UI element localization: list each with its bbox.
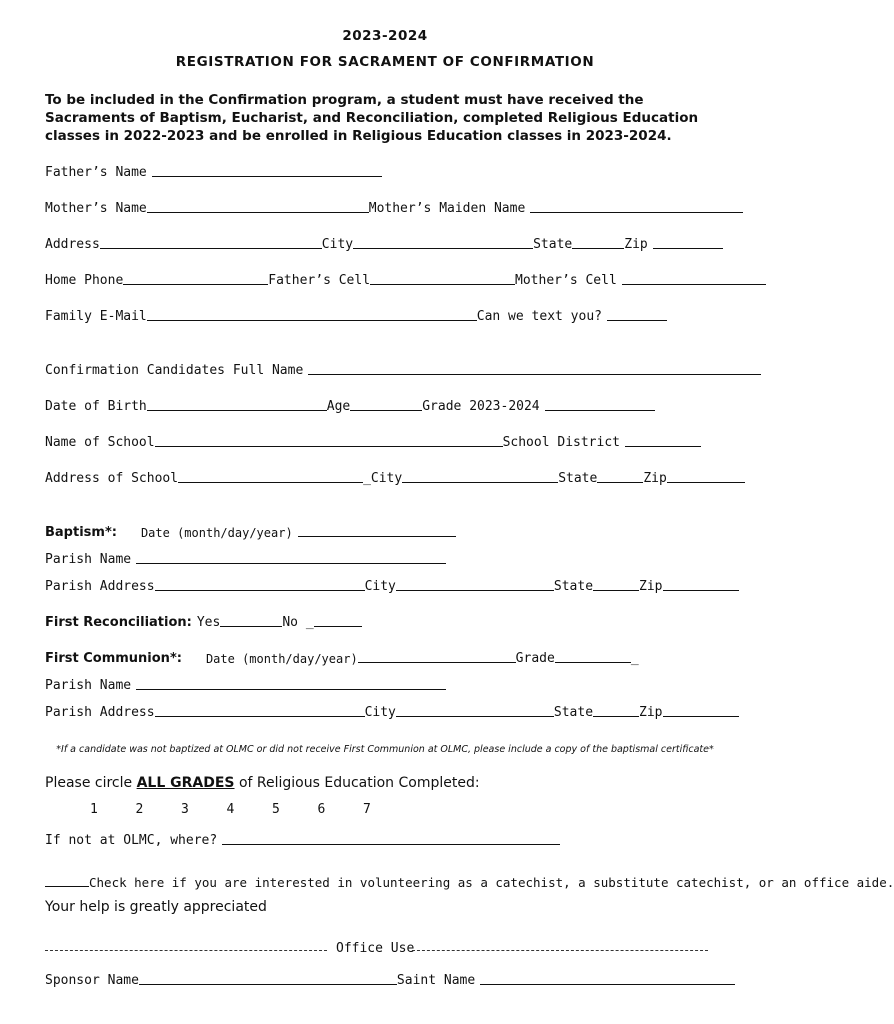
address-field[interactable] (100, 234, 322, 249)
city-field[interactable] (353, 234, 533, 249)
dob-label: Date of Birth (45, 399, 147, 414)
age-label: Age (326, 399, 351, 414)
communion-grade-trail: _ (630, 651, 639, 666)
volunteer-thanks: Your help is greatly appreciated (45, 899, 267, 915)
candidate-name-label: Confirmation Candidates Full Name (45, 363, 304, 378)
communion-grade-label: Grade (515, 651, 555, 666)
baptism-parish-name-label: Parish Name (45, 552, 132, 567)
phone-row (45, 268, 735, 288)
state-label: State (533, 237, 573, 252)
communion-row (45, 646, 735, 666)
fathers-cell-field[interactable] (370, 270, 515, 285)
certificate-note: *If a candidate was not baptized at OLMC or did not receive First Communion at OLMC, please include a copy of the baptismal certificate* (56, 744, 714, 755)
school-row (45, 430, 735, 450)
saint-name-label: Saint Name (396, 973, 476, 988)
fathers-name-field[interactable] (152, 162, 382, 177)
baptism-state-field[interactable] (593, 576, 639, 591)
baptism-zip-label: Zip (639, 579, 663, 594)
grade-option-2[interactable]: 2 (135, 802, 144, 817)
intro-paragraph: To be included in the Confirmation program, a student must have received the Sacraments of Baptism, Eucharist, and Reconciliation, completed Religious Education classes in 2022-2023 and be enrolled in Religious Education classes in 2023-2024. (45, 92, 699, 144)
home-phone-label: Home Phone (45, 273, 124, 288)
sponsor-name-label: Sponsor Name (45, 973, 139, 988)
reconciliation-no-field[interactable] (314, 612, 362, 627)
saint-name-field[interactable] (480, 970, 735, 985)
baptism-parish-address-field[interactable] (155, 576, 365, 591)
volunteer-row (45, 870, 894, 890)
candidate-name-field[interactable] (308, 360, 761, 375)
can-text-field[interactable] (607, 306, 667, 321)
baptism-date-field[interactable] (298, 522, 456, 537)
grade-option-1[interactable]: 1 (90, 802, 98, 817)
communion-parish-name-row (45, 673, 735, 693)
grade-option-5[interactable]: 5 (272, 802, 280, 817)
communion-parish-name-field[interactable] (136, 675, 446, 690)
sponsor-name-field[interactable] (139, 970, 397, 985)
dob-row (45, 394, 735, 414)
grade-option-7[interactable]: 7 (363, 802, 371, 817)
school-district-field[interactable] (625, 432, 701, 447)
communion-parish-address-label: Parish Address (45, 705, 155, 720)
home-phone-field[interactable] (123, 270, 268, 285)
school-state-field[interactable] (597, 468, 643, 483)
communion-date-label: Date (month/day/year) (205, 652, 358, 666)
mothers-cell-label: Mother’s Cell (515, 273, 617, 288)
dob-field[interactable] (147, 396, 327, 411)
office-divider-right (412, 950, 708, 952)
baptism-row (45, 520, 735, 540)
school-address-field[interactable] (178, 468, 363, 483)
address-row (45, 232, 735, 252)
reconciliation-yes-label: Yes (196, 615, 221, 630)
school-state-label: State (558, 471, 598, 486)
reconciliation-heading: First Reconciliation: (45, 615, 192, 630)
communion-city-label: City (364, 705, 396, 720)
communion-state-label: State (553, 705, 594, 720)
city-label: City (321, 237, 354, 252)
communion-parish-name-label: Parish Name (45, 678, 132, 693)
reconciliation-no-label: No _ (282, 615, 314, 630)
communion-zip-label: Zip (639, 705, 663, 720)
office-use-label: Office Use (336, 941, 415, 956)
email-row (45, 304, 735, 324)
grades-prompt (45, 775, 480, 791)
school-address-row (45, 466, 735, 486)
volunteer-check-field[interactable] (45, 872, 89, 887)
baptism-parish-name-field[interactable] (136, 549, 446, 564)
zip-label: Zip (624, 237, 648, 252)
grade-label: Grade 2023-2024 (422, 399, 540, 414)
grade-option-6[interactable]: 6 (317, 802, 326, 817)
baptism-heading: Baptism*: (45, 525, 117, 540)
school-name-label: Name of School (45, 435, 155, 450)
grade-field[interactable] (545, 396, 655, 411)
school-zip-field[interactable] (667, 468, 745, 483)
family-email-field[interactable] (147, 306, 477, 321)
grades-prompt-suffix: of Religious Education Completed: (234, 775, 480, 791)
grade-option-3[interactable]: 3 (181, 802, 189, 817)
grades-prompt-prefix: Please circle (45, 775, 137, 791)
fathers-name-label: Father’s Name (45, 165, 147, 180)
baptism-zip-field[interactable] (663, 576, 739, 591)
mothers-cell-field[interactable] (622, 270, 766, 285)
communion-state-field[interactable] (593, 702, 639, 717)
candidate-name-row (45, 358, 735, 378)
school-address-label: Address of School (45, 471, 179, 486)
fathers-name-row (45, 160, 735, 180)
communion-parish-address-row (45, 700, 735, 720)
state-field[interactable] (572, 234, 624, 249)
office-divider-left (45, 950, 327, 952)
communion-zip-field[interactable] (663, 702, 739, 717)
school-name-field[interactable] (155, 432, 503, 447)
grade-option-4[interactable]: 4 (226, 802, 235, 817)
zip-field[interactable] (653, 234, 723, 249)
family-email-label: Family E-Mail (45, 309, 147, 324)
address-label: Address (45, 237, 100, 252)
baptism-date-label: Date (month/day/year) (140, 526, 293, 540)
grades-prompt-emphasis: ALL GRADES (136, 775, 235, 791)
not-at-olmc-field[interactable] (222, 830, 560, 845)
baptism-city-field[interactable] (396, 576, 554, 591)
school-city-label: _City (363, 471, 403, 486)
mothers-maiden-name-field[interactable] (530, 198, 743, 213)
baptism-parish-name-row (45, 547, 735, 567)
age-field[interactable] (350, 396, 422, 411)
baptism-city-label: City (364, 579, 396, 594)
mothers-name-row (45, 196, 735, 216)
form-year: 2023-2024 (342, 28, 428, 44)
grade-options (90, 802, 409, 817)
communion-heading: First Communion*: (45, 651, 182, 666)
reconciliation-yes-field[interactable] (220, 612, 282, 627)
communion-grade-field[interactable] (555, 648, 631, 663)
form-title: REGISTRATION FOR SACRAMENT OF CONFIRMATION (175, 54, 595, 70)
sponsor-row (45, 968, 735, 988)
not-at-olmc-row (45, 828, 735, 848)
school-zip-label: Zip (643, 471, 667, 486)
school-district-label: School District (502, 435, 620, 450)
reconciliation-row (45, 610, 735, 630)
school-city-field[interactable] (402, 468, 558, 483)
volunteer-check-label: Check here if you are interested in volunteering as a catechist, a substitute catechist, or an office aide. (89, 875, 894, 890)
communion-parish-address-field[interactable] (155, 702, 365, 717)
baptism-state-label: State (553, 579, 594, 594)
not-at-olmc-label: If not at OLMC, where? (45, 833, 218, 848)
can-text-label: Can we text you? (476, 309, 602, 324)
mothers-maiden-name-label: Mother’s Maiden Name (368, 201, 526, 216)
fathers-cell-label: Father’s Cell (268, 273, 371, 288)
communion-date-field[interactable] (358, 648, 516, 663)
mothers-name-field[interactable] (147, 198, 369, 213)
baptism-parish-address-label: Parish Address (45, 579, 155, 594)
mothers-name-label: Mother’s Name (45, 201, 147, 216)
baptism-parish-address-row (45, 574, 735, 594)
communion-city-field[interactable] (396, 702, 554, 717)
